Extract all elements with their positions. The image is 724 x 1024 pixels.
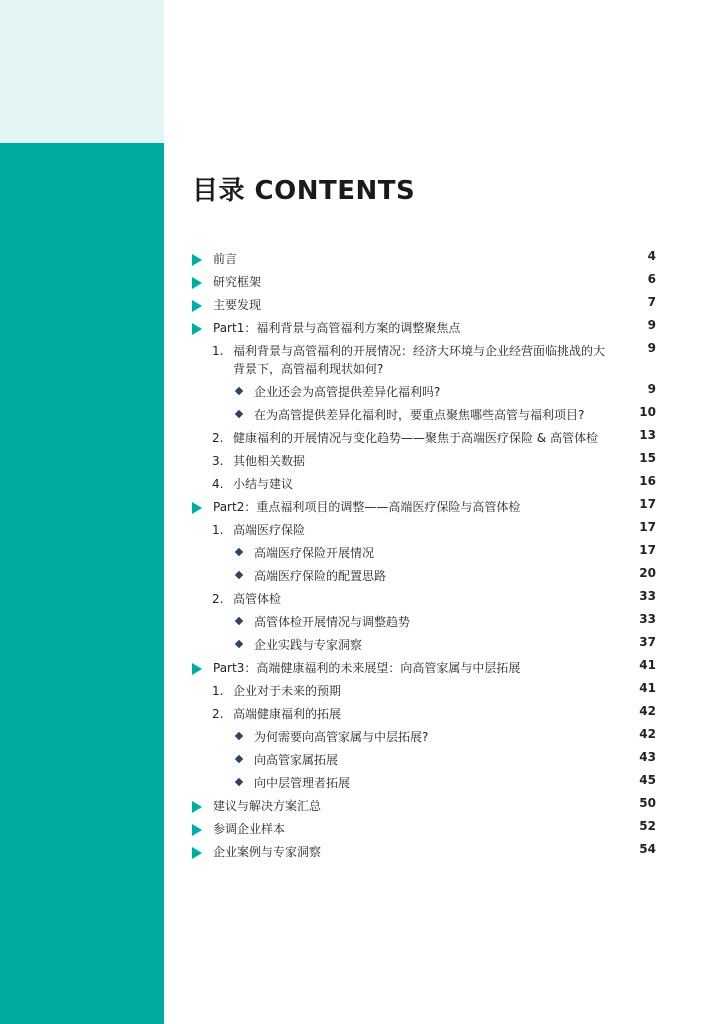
toc-entry-number: 4.: [212, 477, 224, 491]
toc-entry-page-number: 52: [639, 819, 656, 833]
toc-entry-title: 高管体检: [233, 592, 282, 606]
toc-entry[interactable]: [192, 475, 656, 493]
toc-entry-page-number: 6: [647, 272, 656, 286]
toc-entry-title: 企业对于未来的预期: [233, 684, 342, 698]
header-accent-band: [0, 0, 164, 143]
toc-entry-page-number: 41: [639, 658, 656, 672]
toc-entry-title: 在为高管提供差异化福利时，要重点聚焦哪些高管与福利项目?: [254, 408, 585, 422]
triangle-bullet-icon: [192, 824, 202, 836]
toc-entry-page-number: 54: [639, 842, 656, 856]
toc-entry-title: 企业实践与专家洞察: [254, 638, 363, 652]
toc-entry[interactable]: [192, 273, 656, 291]
toc-entry-page-number: 50: [639, 796, 656, 810]
toc-entry-number: 2.: [212, 592, 224, 606]
toc-entry-page-number: 4: [647, 249, 656, 263]
toc-entry-title: 高端医疗保险开展情况: [254, 546, 375, 560]
triangle-bullet-icon: [192, 277, 202, 289]
toc-entry-page-number: 42: [639, 727, 656, 741]
toc-entry-title: 研究框架: [213, 275, 262, 289]
toc-entry[interactable]: [192, 728, 656, 746]
toc-entry-page-number: 7: [647, 295, 656, 309]
toc-entry[interactable]: [192, 590, 656, 608]
triangle-bullet-icon: [192, 254, 202, 266]
toc-entry-number: 3.: [212, 454, 224, 468]
toc-entry-page-number: 9: [647, 318, 656, 332]
toc-entry-title: Part1：福利背景与高管福利方案的调整聚焦点: [213, 321, 461, 335]
toc-entry-number: 1.: [212, 344, 224, 358]
toc-entry[interactable]: [192, 636, 656, 654]
toc-entry[interactable]: [192, 659, 656, 677]
toc-entry-page-number: 20: [639, 566, 656, 580]
toc-entry-title: 企业还会为高管提供差异化福利吗?: [254, 385, 441, 399]
toc-entry[interactable]: [192, 521, 656, 539]
page-title: 目录 CONTENTS: [192, 176, 416, 206]
toc-entry-page-number: 45: [639, 773, 656, 787]
toc-entry-number: 1.: [212, 523, 224, 537]
toc-entry-title: 高端医疗保险: [233, 523, 306, 537]
toc-entry-title: Part3：高端健康福利的未来展望：向高管家属与中层拓展: [213, 661, 521, 675]
toc-entry-page-number: 17: [639, 520, 656, 534]
toc-entry[interactable]: [192, 498, 656, 516]
toc-entry[interactable]: [192, 843, 656, 861]
toc-entry-title: 为何需要向高管家属与中层拓展?: [254, 730, 429, 744]
toc-entry-page-number: 9: [647, 341, 656, 355]
toc-entry-page-number: 42: [639, 704, 656, 718]
toc-entry[interactable]: [192, 774, 656, 792]
toc-entry-title: 高端医疗保险的配置思路: [254, 569, 387, 583]
triangle-bullet-icon: [192, 663, 202, 675]
toc-entry[interactable]: [192, 383, 656, 401]
toc-entry[interactable]: [192, 751, 656, 769]
toc-entry-title: 小结与建议: [233, 477, 294, 491]
toc-entry[interactable]: [192, 319, 656, 337]
toc-entry[interactable]: [192, 567, 656, 585]
toc-entry-title: 向中层管理者拓展: [254, 776, 351, 790]
toc-entry[interactable]: [192, 452, 656, 470]
toc-entry-page-number: 13: [639, 428, 656, 442]
toc-entry-number: 1.: [212, 684, 224, 698]
toc-entry-page-number: 16: [639, 474, 656, 488]
triangle-bullet-icon: [192, 323, 202, 335]
toc-entry-title: 其他相关数据: [233, 454, 306, 468]
toc-entry[interactable]: [192, 296, 656, 314]
toc-entry[interactable]: [192, 682, 656, 700]
toc-entry[interactable]: [192, 250, 656, 268]
toc-entry[interactable]: [192, 544, 656, 562]
toc-entry-page-number: 37: [639, 635, 656, 649]
toc-entry-title: Part2：重点福利项目的调整——高端医疗保险与高管体检: [213, 500, 521, 514]
toc-entry-page-number: 9: [647, 382, 656, 396]
toc-entry[interactable]: [192, 797, 656, 815]
toc-entry-page-number: 33: [639, 612, 656, 626]
triangle-bullet-icon: [192, 801, 202, 813]
table-of-contents: [192, 250, 656, 866]
toc-entry[interactable]: [192, 820, 656, 838]
toc-entry-title: 高端健康福利的拓展: [233, 707, 342, 721]
toc-entry-page-number: 17: [639, 497, 656, 511]
triangle-bullet-icon: [192, 847, 202, 859]
toc-entry-page-number: 10: [639, 405, 656, 419]
side-accent-band: [0, 143, 164, 1024]
toc-entry-title: 主要发现: [213, 298, 262, 312]
toc-entry-title: 企业案例与专家洞察: [213, 845, 322, 859]
toc-entry-title: 向高管家属拓展: [254, 753, 339, 767]
toc-entry-page-number: 43: [639, 750, 656, 764]
toc-entry[interactable]: [192, 406, 656, 424]
triangle-bullet-icon: [192, 502, 202, 514]
toc-entry[interactable]: [192, 613, 656, 631]
toc-entry-page-number: 15: [639, 451, 656, 465]
toc-entry-title: 建议与解决方案汇总: [213, 799, 322, 813]
toc-entry-number: 2.: [212, 707, 224, 721]
triangle-bullet-icon: [192, 300, 202, 312]
toc-entry[interactable]: [192, 342, 656, 378]
toc-entry-title: 前言: [213, 252, 238, 266]
toc-entry-page-number: 33: [639, 589, 656, 603]
toc-entry-title: 参调企业样本: [213, 822, 286, 836]
toc-entry-title: 高管体检开展情况与调整趋势: [254, 615, 411, 629]
toc-entry-title: 福利背景与高管福利的开展情况：经济大环境与企业经营面临挑战的大背景下，高管福利现状如何?: [233, 344, 606, 376]
toc-entry-title: 健康福利的开展情况与变化趋势——聚焦于高端医疗保险 & 高管体检: [233, 431, 598, 445]
toc-entry-number: 2.: [212, 431, 224, 445]
toc-entry-page-number: 41: [639, 681, 656, 695]
toc-entry-page-number: 17: [639, 543, 656, 557]
toc-entry[interactable]: [192, 429, 656, 447]
toc-entry[interactable]: [192, 705, 656, 723]
